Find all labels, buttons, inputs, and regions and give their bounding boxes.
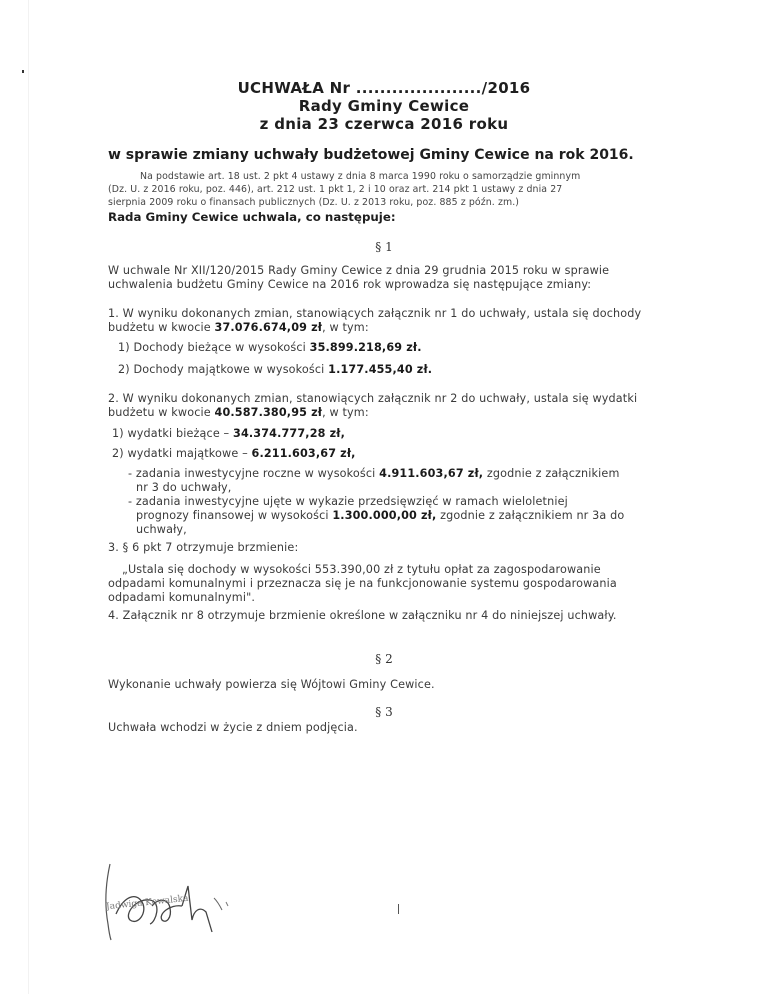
amount: 40.587.380,95 zł	[214, 406, 323, 419]
item-2-total	[108, 406, 369, 419]
legal-basis-line: (Dz. U. z 2016 roku, poz. 446), art. 212 ust. 1 pkt 1, 2 i 10 oraz art. 214 pkt 1 ustawy z dnia 27	[108, 184, 563, 195]
legal-basis-line: sierpnia 2009 roku o finansach publicznych (Dz. U. z 2013 roku, poz. 885 z późn. zm.)	[108, 197, 520, 208]
item-3-quote: odpadami komunalnymi".	[108, 591, 256, 604]
section-1-heading: § 1	[375, 240, 393, 254]
resolution-date: z dnia 23 czerwca 2016 roku	[259, 115, 509, 133]
item-3-text: 3. § 6 pkt 7 otrzymuje brzmienie:	[108, 541, 299, 554]
item-1-total	[108, 321, 369, 334]
s1-intro: W uchwale Nr XII/120/2015 Rady Gminy Cewice z dnia 29 grudnia 2015 roku w sprawie	[108, 264, 610, 277]
amount: 34.374.777,28 zł,	[233, 427, 345, 440]
item-text: , w tym:	[322, 321, 369, 334]
scan-mark	[398, 904, 399, 914]
item-1-text: 1. W wyniku dokonanych zmian, stanowiących załącznik nr 1 do uchwały, ustala się dochody	[108, 307, 642, 320]
amount: 1.300.000,00 zł,	[332, 509, 437, 522]
amount: 1.177.455,40 zł.	[328, 363, 433, 376]
item-2-text: 2. W wyniku dokonanych zmian, stanowiących załącznik nr 2 do uchwały, ustala się wydatki	[108, 392, 638, 405]
item-4-text: 4. Załącznik nr 8 otrzymuje brzmienie określone w załączniku nr 4 do niniejszej uchwały.	[108, 609, 617, 622]
section-3-text: Uchwała wchodzi w życie z dniem podjęcia.	[108, 721, 358, 734]
item-text: - zadania inwestycyjne roczne w wysokości	[128, 467, 380, 480]
resolution-subject: w sprawie zmiany uchwały budżetowej Gminy Cewice na rok 2016.	[108, 147, 634, 163]
amount: 37.076.674,09 zł	[214, 321, 323, 334]
item-3-quote: odpadami komunalnymi i przeznacza się je na funkcjonowanie systemu gospodarowania	[108, 577, 617, 590]
amount: 6.211.603,67 zł,	[251, 447, 356, 460]
item-2-detail-1-cont: nr 3 do uchwały,	[136, 481, 232, 494]
s1-intro: uchwalenia budżetu Gminy Cewice na 2016 rok wprowadza się następujące zmiany:	[108, 278, 592, 291]
scan-speck	[22, 70, 24, 73]
item-text: zgodnie z załącznikiem	[483, 467, 620, 480]
item-text: 1) wydatki bieżące –	[112, 427, 234, 440]
section-2-heading: § 2	[375, 652, 393, 666]
item-2-detail-1	[128, 467, 620, 480]
item-2-detail-2: - zadania inwestycyjne ujęte w wykazie przedsięwzięć w ramach wieloletniej	[128, 495, 568, 508]
council-name: Rady Gminy Cewice	[298, 97, 470, 115]
item-3-quote: „Ustala się dochody w wysokości 553.390,00 zł z tytułu opłat za zagospodarowanie	[122, 563, 601, 576]
item-1-sub-1	[118, 341, 422, 354]
item-text: budżetu w kwocie	[108, 406, 215, 419]
section-3-heading: § 3	[375, 705, 393, 719]
item-text: prognozy finansowej w wysokości	[136, 509, 333, 522]
item-text: 1) Dochody bieżące w wysokości	[118, 341, 310, 354]
amount: 35.899.218,69 zł.	[309, 341, 422, 354]
item-text: zgodnie z załącznikiem nr 3a do	[436, 509, 625, 522]
item-text: , w tym:	[322, 406, 369, 419]
item-text: 2) Dochody majątkowe w wysokości	[118, 363, 329, 376]
item-1-sub-2	[118, 363, 432, 376]
resolution-number: UCHWAŁA Nr ...................../2016	[237, 79, 531, 97]
item-2-sub-1	[112, 427, 345, 440]
item-2-sub-2	[112, 447, 356, 460]
item-text: 2) wydatki majątkowe –	[112, 447, 252, 460]
decree-formula: Rada Gminy Cewice uchwala, co następuje:	[108, 210, 396, 224]
section-2-text: Wykonanie uchwały powierza się Wójtowi Gminy Cewice.	[108, 678, 435, 691]
item-2-detail-2-cont	[136, 509, 624, 522]
legal-basis-line: Na podstawie art. 18 ust. 2 pkt 4 ustawy z dnia 8 marca 1990 roku o samorządzie gminnym	[140, 171, 581, 182]
scan-edge	[28, 0, 29, 994]
item-text: budżetu w kwocie	[108, 321, 215, 334]
signature-stamp: Jadwiga Kowalska	[105, 893, 189, 913]
amount: 4.911.603,67 zł,	[379, 467, 484, 480]
item-2-detail-2-cont: uchwały,	[136, 523, 187, 536]
